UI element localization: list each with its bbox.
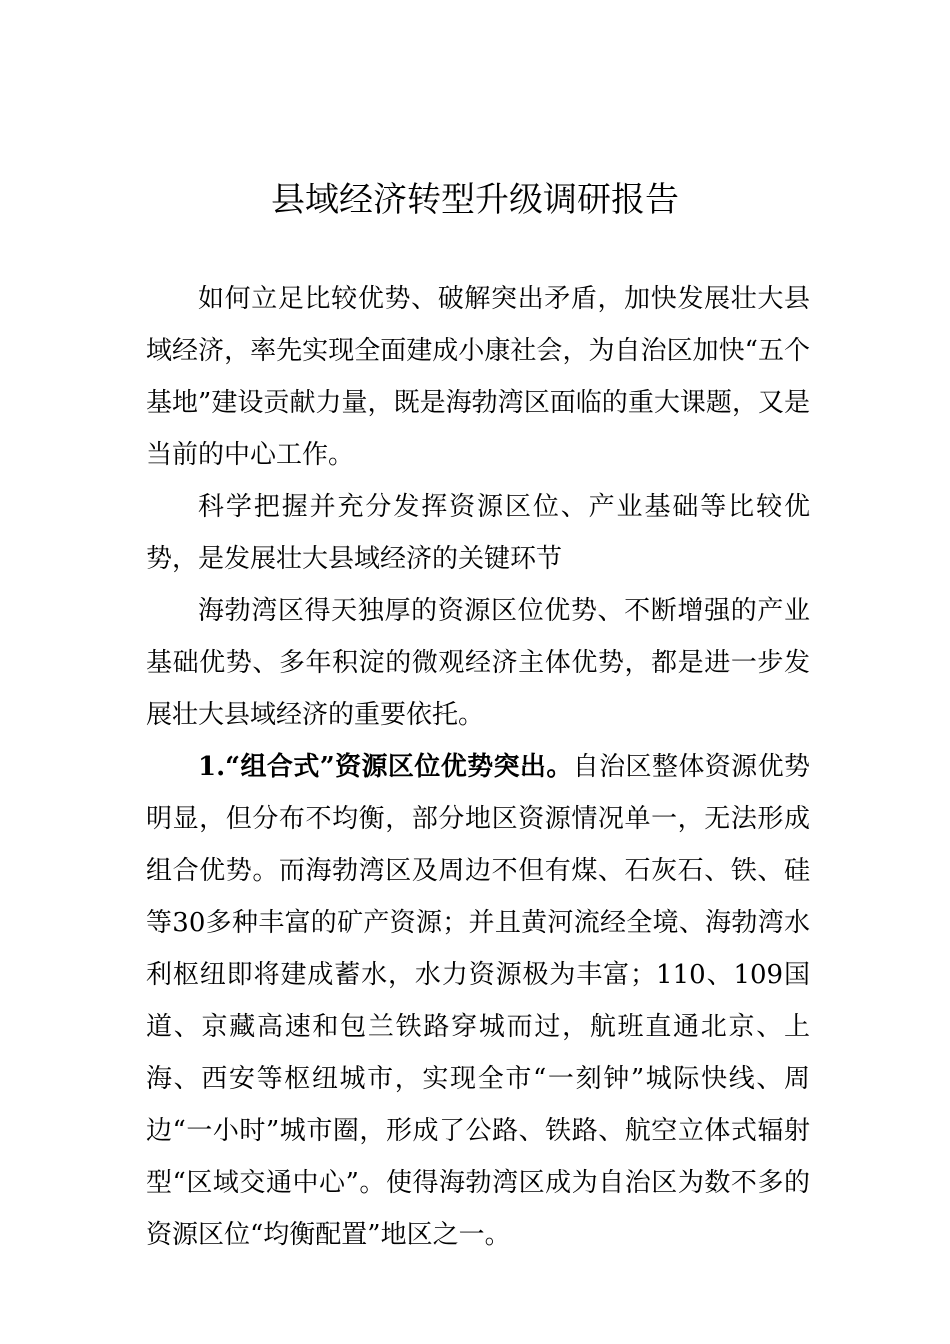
- paragraph-intro: 如何立足比较优势、破解突出矛盾，加快发展壮大县域经济，率先实现全面建成小康社会，为自治区加快“五个基地”建设贡献力量，既是海勃湾区面临的重大课题，又是当前的中心工作。: [146, 284, 810, 470]
- paragraph-section-heading: 科学把握并充分发挥资源区位、产业基础等比较优势，是发展壮大县域经济的关键环节: [146, 492, 810, 574]
- document-body: [146, 273, 810, 1261]
- point-body: 自治区整体资源优势明显，但分布不均衡，部分地区资源情况单一，无法形成组合优势。而海勃湾区及周边不但有煤、石灰石、铁、硅等30多种丰富的矿产资源；并且黄河流经全境、海勃湾水利枢纽即将建成蓄水，水力资源极为丰富；110、109国道、京藏高速和包兰铁路穿城而过，航班直通北京、上海、西安等枢纽城市，实现全市“一刻钟”城际快线、周边“一小时”城市圈，形成了公路、铁路、航空立体式辐射型“区域交通中心”。使得海勃湾区成为自治区为数不多的资源区位“均衡配置”地区之一。: [146, 752, 810, 1250]
- point-heading: 1.“组合式”资源区位优势突出。: [198, 752, 573, 782]
- paragraph-advantages: 海勃湾区得天独厚的资源区位优势、不断增强的产业基础优势、多年积淀的微观经济主体优势，都是进一步发展壮大县域经济的重要依托。: [146, 596, 810, 730]
- document-title: 县域经济转型升级调研报告: [271, 180, 679, 220]
- paragraph-resource-location: [146, 741, 810, 1261]
